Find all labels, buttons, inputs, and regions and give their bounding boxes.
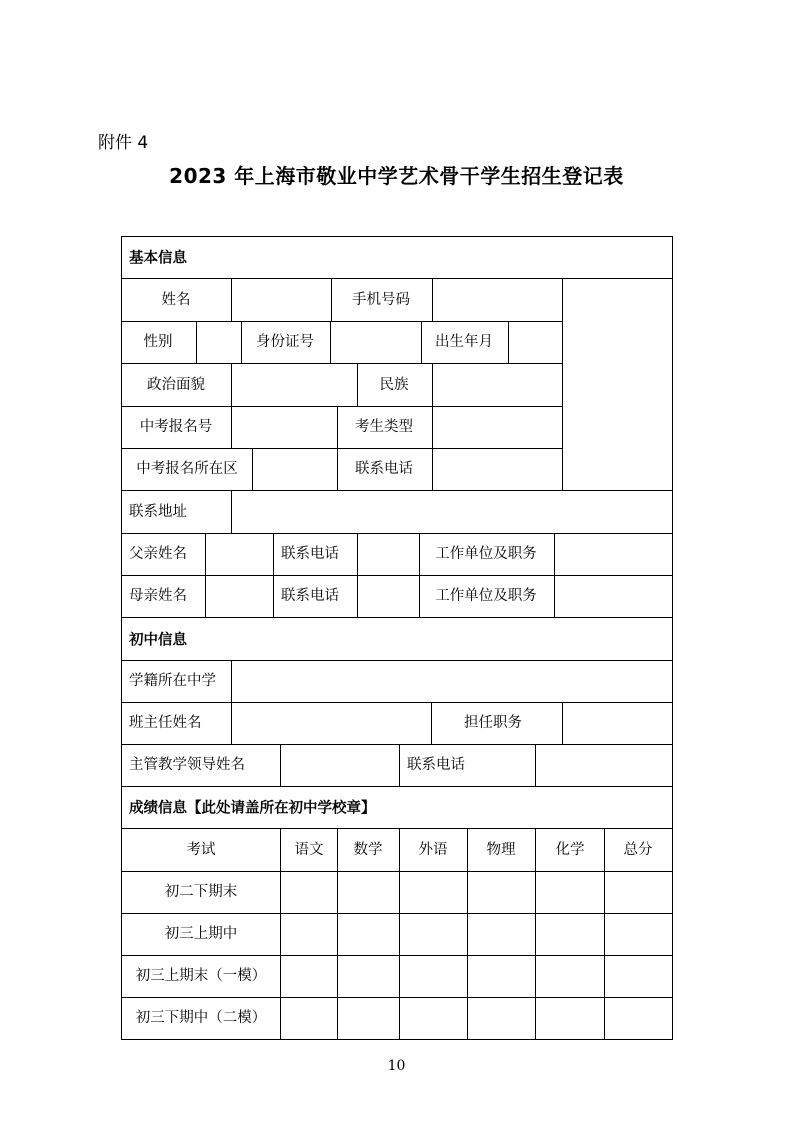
name-input[interactable] bbox=[232, 279, 331, 321]
contact-phone-input[interactable] bbox=[433, 449, 562, 490]
score-header-foreign-language: 外语 bbox=[418, 841, 448, 858]
academic-leader-input[interactable] bbox=[281, 745, 399, 786]
score-header-total: 总分 bbox=[623, 841, 653, 858]
political-input[interactable] bbox=[232, 364, 357, 406]
score-header-exam: 考试 bbox=[186, 841, 216, 858]
father-phone-input[interactable] bbox=[358, 534, 419, 575]
score-row-label: 初三上期末（一模） bbox=[135, 967, 267, 984]
label-position: 担任职务 bbox=[464, 714, 522, 731]
section-junior-info: 初中信息 bbox=[129, 632, 187, 649]
attachment-label: 附件 4 bbox=[98, 133, 149, 153]
gender-input[interactable] bbox=[197, 322, 241, 363]
label-academic-leader: 主管教学领导姓名 bbox=[129, 756, 245, 773]
score-header-chemistry: 化学 bbox=[555, 841, 585, 858]
photo-box[interactable] bbox=[563, 279, 672, 490]
label-birth: 出生年月 bbox=[435, 333, 493, 350]
score-row-label: 初三上期中 bbox=[164, 925, 238, 942]
label-exam-district: 中考报名所在区 bbox=[136, 460, 238, 477]
exam-district-input[interactable] bbox=[253, 449, 337, 490]
section-basic-info: 基本信息 bbox=[129, 250, 187, 267]
label-head-teacher: 班主任姓名 bbox=[129, 714, 202, 731]
school-input[interactable] bbox=[232, 661, 672, 702]
label-id-number: 身份证号 bbox=[256, 333, 314, 350]
label-mother-name: 母亲姓名 bbox=[129, 587, 187, 604]
label-father-phone: 联系电话 bbox=[281, 545, 339, 562]
registration-form bbox=[121, 236, 673, 1040]
father-work-input[interactable] bbox=[555, 534, 672, 575]
id-number-input[interactable] bbox=[331, 322, 421, 363]
score-header-math: 数学 bbox=[353, 841, 383, 858]
score-row-label: 初二下期末 bbox=[164, 883, 238, 900]
label-father-work: 工作单位及职务 bbox=[435, 545, 537, 562]
label-candidate-type: 考生类型 bbox=[355, 418, 413, 435]
mother-phone-input[interactable] bbox=[358, 576, 419, 617]
mother-name-input[interactable] bbox=[206, 576, 273, 617]
leader-phone-input[interactable] bbox=[536, 745, 672, 786]
position-input[interactable] bbox=[563, 703, 672, 744]
father-name-input[interactable] bbox=[206, 534, 273, 575]
score-header-physics: 物理 bbox=[486, 841, 516, 858]
ethnicity-input[interactable] bbox=[433, 364, 562, 406]
label-ethnicity: 民族 bbox=[379, 376, 409, 393]
score-header-chinese: 语文 bbox=[294, 841, 324, 858]
label-mother-work: 工作单位及职务 bbox=[435, 587, 537, 604]
label-mobile: 手机号码 bbox=[352, 291, 410, 308]
section-score-info: 成绩信息【此处请盖所在初中学校章】 bbox=[129, 800, 376, 817]
label-school: 学籍所在中学 bbox=[129, 672, 216, 689]
label-mother-phone: 联系电话 bbox=[281, 587, 339, 604]
label-political: 政治面貌 bbox=[147, 376, 205, 393]
mother-work-input[interactable] bbox=[555, 576, 672, 617]
score-row-label: 初三下期中（二模） bbox=[135, 1009, 267, 1026]
mobile-input[interactable] bbox=[433, 279, 562, 321]
label-contact-phone: 联系电话 bbox=[355, 460, 413, 477]
candidate-type-input[interactable] bbox=[433, 407, 562, 448]
label-address: 联系地址 bbox=[129, 503, 187, 520]
label-exam-reg-no: 中考报名号 bbox=[139, 418, 213, 435]
label-leader-phone: 联系电话 bbox=[407, 756, 465, 773]
label-father-name: 父亲姓名 bbox=[129, 545, 187, 562]
address-input[interactable] bbox=[232, 491, 672, 533]
label-gender: 性别 bbox=[143, 333, 173, 350]
exam-reg-no-input[interactable] bbox=[232, 407, 337, 448]
score-input-grid[interactable] bbox=[281, 872, 672, 1039]
page-number: 10 bbox=[387, 1058, 406, 1074]
label-name: 姓名 bbox=[161, 291, 191, 308]
form-title: 2023 年上海市敬业中学艺术骨干学生招生登记表 bbox=[169, 164, 624, 188]
head-teacher-input[interactable] bbox=[232, 703, 431, 744]
birth-input[interactable] bbox=[509, 322, 562, 363]
